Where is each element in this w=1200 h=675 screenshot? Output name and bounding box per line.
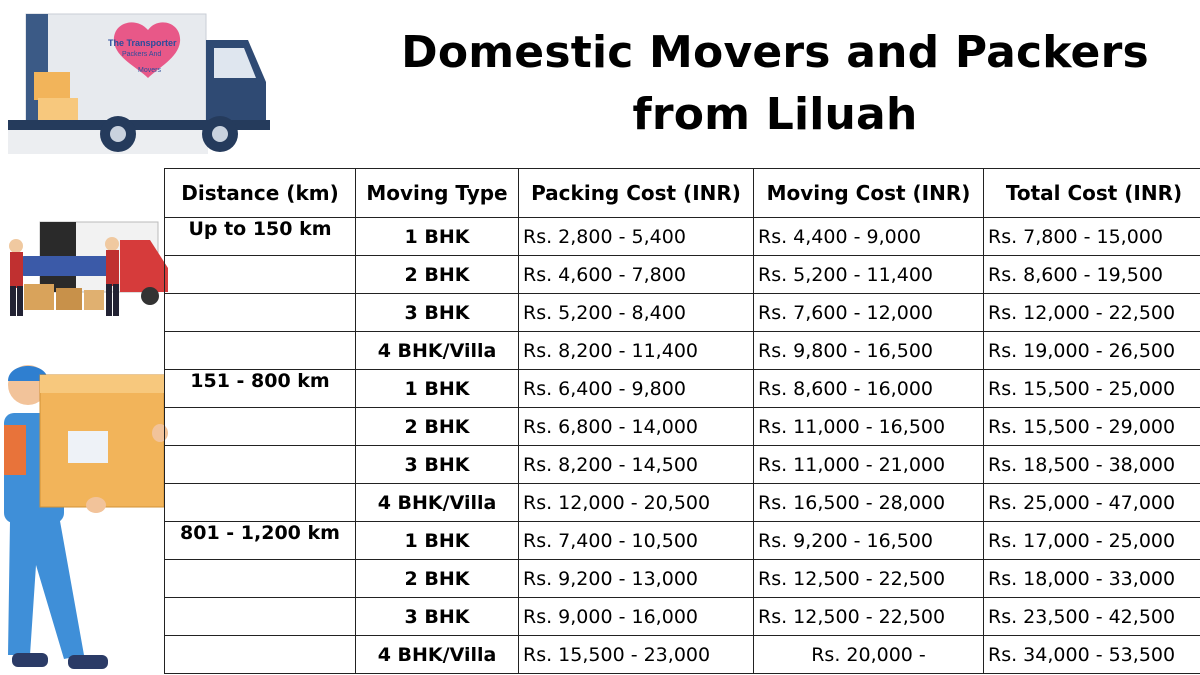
total-cost-cell: Rs. 15,500 - 29,000 bbox=[984, 408, 1200, 446]
table-row bbox=[165, 408, 1200, 446]
moving-type-cell: 3 BHK bbox=[356, 294, 519, 332]
page-title bbox=[395, 22, 1155, 146]
moving-cost-cell: Rs. 8,600 - 16,000 bbox=[754, 370, 984, 408]
moving-cost-cell: Rs. 12,500 - 22,500 bbox=[754, 560, 984, 598]
distance-cell bbox=[165, 446, 356, 484]
distance-cell bbox=[165, 294, 356, 332]
packing-cost-cell: Rs. 12,000 - 20,500 bbox=[519, 484, 754, 522]
moving-type-cell: 3 BHK bbox=[356, 446, 519, 484]
header-moving-type: Moving Type bbox=[356, 169, 519, 218]
moving-cost-cell: Rs. 9,800 - 16,500 bbox=[754, 332, 984, 370]
moving-cost-cell: Rs. 7,600 - 12,000 bbox=[754, 294, 984, 332]
packing-cost-cell: Rs. 8,200 - 14,500 bbox=[519, 446, 754, 484]
total-cost-cell: Rs. 18,000 - 33,000 bbox=[984, 560, 1200, 598]
moving-cost-cell: Rs. 4,400 - 9,000 bbox=[754, 218, 984, 256]
header-distance: Distance (km) bbox=[165, 169, 356, 218]
logo-line-1: The Transporter bbox=[108, 38, 177, 48]
total-cost-cell: Rs. 15,500 - 25,000 bbox=[984, 370, 1200, 408]
distance-cell bbox=[165, 636, 356, 674]
packing-cost-cell: Rs. 6,800 - 14,000 bbox=[519, 408, 754, 446]
distance-cell bbox=[165, 408, 356, 446]
moving-cost-cell: Rs. 9,200 - 16,500 bbox=[754, 522, 984, 560]
header-packing-cost: Packing Cost (INR) bbox=[519, 169, 754, 218]
packing-cost-cell: Rs. 4,600 - 7,800 bbox=[519, 256, 754, 294]
moving-type-cell: 2 BHK bbox=[356, 560, 519, 598]
packing-cost-cell: Rs. 9,200 - 13,000 bbox=[519, 560, 754, 598]
packing-cost-cell: Rs. 9,000 - 16,000 bbox=[519, 598, 754, 636]
packing-cost-cell: Rs. 2,800 - 5,400 bbox=[519, 218, 754, 256]
moving-type-cell: 1 BHK bbox=[356, 370, 519, 408]
moving-cost-cell: Rs. 11,000 - 16,500 bbox=[754, 408, 984, 446]
table-row bbox=[165, 256, 1200, 294]
total-cost-cell: Rs. 12,000 - 22,500 bbox=[984, 294, 1200, 332]
packing-cost-cell: Rs. 8,200 - 11,400 bbox=[519, 332, 754, 370]
total-cost-cell: Rs. 23,500 - 42,500 bbox=[984, 598, 1200, 636]
packing-cost-cell: Rs. 5,200 - 8,400 bbox=[519, 294, 754, 332]
moving-type-cell: 4 BHK/Villa bbox=[356, 332, 519, 370]
moving-cost-cell: Rs. 11,000 - 21,000 bbox=[754, 446, 984, 484]
packing-cost-cell: Rs. 15,500 - 23,000 bbox=[519, 636, 754, 674]
table-row bbox=[165, 598, 1200, 636]
table-row bbox=[165, 636, 1200, 674]
total-cost-cell: Rs. 7,800 - 15,000 bbox=[984, 218, 1200, 256]
distance-cell bbox=[165, 332, 356, 370]
total-cost-cell: Rs. 25,000 - 47,000 bbox=[984, 484, 1200, 522]
moving-cost-cell: Rs. 16,500 - 28,000 bbox=[754, 484, 984, 522]
packing-cost-cell: Rs. 7,400 - 10,500 bbox=[519, 522, 754, 560]
total-cost-cell: Rs. 19,000 - 26,500 bbox=[984, 332, 1200, 370]
moving-type-cell: 1 BHK bbox=[356, 522, 519, 560]
movers-loading-icon bbox=[0, 220, 172, 320]
total-cost-cell: Rs. 8,600 - 19,500 bbox=[984, 256, 1200, 294]
moving-type-cell: 2 BHK bbox=[356, 408, 519, 446]
moving-cost-cell: Rs. 20,000 - bbox=[754, 636, 984, 674]
distance-cell: 151 - 800 km bbox=[165, 370, 356, 408]
distance-cell bbox=[165, 598, 356, 636]
price-table bbox=[164, 168, 1200, 674]
logo-line-3: Movers bbox=[138, 67, 161, 74]
distance-cell bbox=[165, 256, 356, 294]
table-row bbox=[165, 294, 1200, 332]
table-row bbox=[165, 370, 1200, 408]
title-line-2: from Liluah bbox=[632, 89, 918, 140]
moving-type-cell: 3 BHK bbox=[356, 598, 519, 636]
moving-type-cell: 4 BHK/Villa bbox=[356, 636, 519, 674]
moving-type-cell: 2 BHK bbox=[356, 256, 519, 294]
distance-cell: Up to 150 km bbox=[165, 218, 356, 256]
table-row bbox=[165, 332, 1200, 370]
distance-cell bbox=[165, 484, 356, 522]
distance-cell bbox=[165, 560, 356, 598]
distance-cell: 801 - 1,200 km bbox=[165, 522, 356, 560]
table-row bbox=[165, 446, 1200, 484]
table-row bbox=[165, 484, 1200, 522]
header-total-cost: Total Cost (INR) bbox=[984, 169, 1200, 218]
packing-cost-cell: Rs. 6,400 - 9,800 bbox=[519, 370, 754, 408]
table-row bbox=[165, 522, 1200, 560]
table-row bbox=[165, 218, 1200, 256]
worker-carrying-box-icon bbox=[0, 355, 172, 675]
moving-type-cell: 1 BHK bbox=[356, 218, 519, 256]
table-header-row bbox=[165, 169, 1200, 218]
logo-line-2: Packers And bbox=[122, 51, 162, 58]
total-cost-cell: Rs. 34,000 - 53,500 bbox=[984, 636, 1200, 674]
moving-type-cell: 4 BHK/Villa bbox=[356, 484, 519, 522]
total-cost-cell: Rs. 18,500 - 38,000 bbox=[984, 446, 1200, 484]
header-moving-cost: Moving Cost (INR) bbox=[754, 169, 984, 218]
truck-icon bbox=[8, 12, 270, 157]
moving-cost-cell: Rs. 5,200 - 11,400 bbox=[754, 256, 984, 294]
title-line-1: Domestic Movers and Packers bbox=[401, 27, 1149, 78]
total-cost-cell: Rs. 17,000 - 25,000 bbox=[984, 522, 1200, 560]
table-row bbox=[165, 560, 1200, 598]
moving-cost-cell: Rs. 12,500 - 22,500 bbox=[754, 598, 984, 636]
